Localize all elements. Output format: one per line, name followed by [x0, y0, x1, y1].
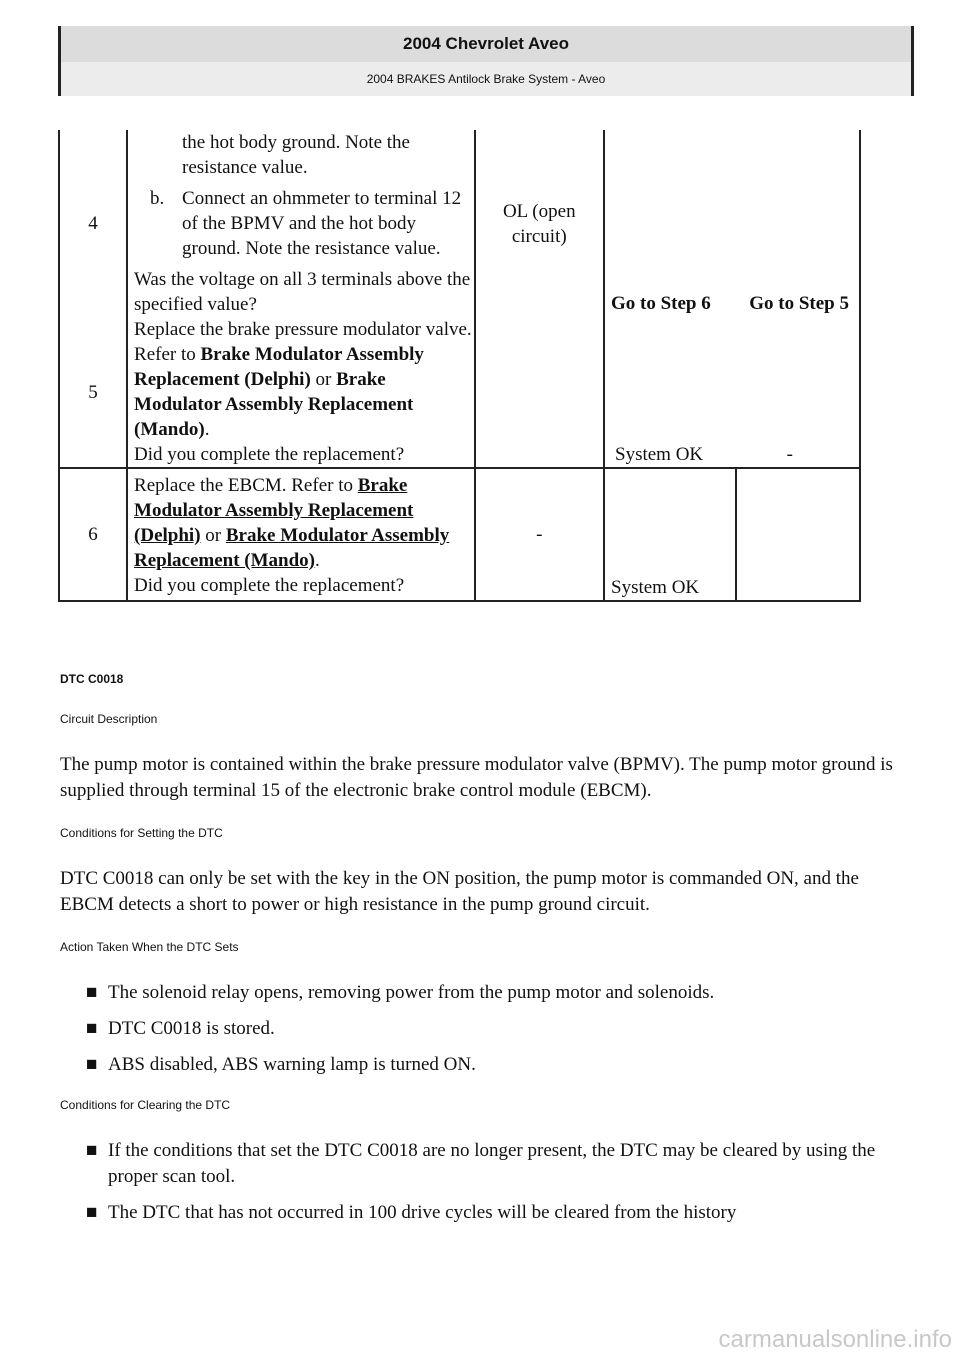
- step-number: 5: [59, 317, 127, 468]
- table-row-step-6: [59, 468, 860, 601]
- header-subtitle: 2004 BRAKES Antilock Brake System - Aveo: [61, 62, 911, 96]
- diagnostic-steps-table: [58, 130, 861, 602]
- dtc-title: DTC C0018: [60, 672, 124, 686]
- instruction-text: or: [200, 525, 226, 546]
- watermark: carmanualsonline.info: [718, 1326, 952, 1353]
- instruction-text: Replace the EBCM. Refer to: [134, 475, 358, 496]
- sub-step-b: [150, 186, 474, 261]
- setting-conditions-heading: Conditions for Setting the DTC: [60, 826, 223, 840]
- no-dash: -: [786, 444, 793, 465]
- list-item: [86, 1016, 910, 1042]
- list-item: [86, 1052, 910, 1078]
- step-action: [127, 130, 475, 317]
- table-row-step-4: [59, 130, 860, 317]
- list-item-text: The solenoid relay opens, removing power from the pump motor and solenoids.: [108, 982, 715, 1003]
- bullet-icon: ■: [86, 1054, 98, 1075]
- step-question: Was the voltage on all 3 terminals above the specified value?: [134, 269, 471, 315]
- sub-step-text: the hot body ground. Note the resistance value.: [182, 132, 410, 178]
- step-no: [736, 468, 860, 601]
- step-number: 4: [59, 130, 127, 317]
- action-taken-list: [60, 980, 910, 1078]
- step-question: Did you complete the replacement?: [134, 575, 405, 596]
- step-value: OL (open circuit): [475, 130, 604, 317]
- brake-modulator-delphi-link[interactable]: Brake Modulator Assembly Replacement (Delphi): [134, 475, 414, 546]
- document-header: [58, 26, 914, 96]
- step-yes: [604, 468, 736, 601]
- system-ok-text: System OK: [615, 444, 704, 465]
- instruction-text: .: [315, 550, 320, 571]
- go-to-step-6-link[interactable]: Go to Step 6: [611, 293, 711, 314]
- step-value: [475, 317, 604, 468]
- step-action: [127, 317, 475, 468]
- step-action: [127, 468, 475, 601]
- list-item: [86, 1138, 910, 1190]
- list-item-text: The DTC that has not occurred in 100 drive cycles will be cleared from the history: [108, 1202, 737, 1223]
- table-row-step-5: [59, 317, 860, 468]
- instruction-text: or: [310, 369, 337, 390]
- setting-conditions-text: DTC C0018 can only be set with the key in the ON position, the pump motor is commanded ON, and the EBCM detects a short to power or high resistance in the pump ground circuit.: [60, 868, 859, 915]
- instruction-text: Replace the brake pressure modulator valve. Refer to: [134, 319, 472, 365]
- step-value: -: [475, 468, 604, 601]
- list-item: [86, 1200, 910, 1226]
- sub-step-a-continued: [178, 130, 474, 180]
- action-taken-heading: Action Taken When the DTC Sets: [60, 940, 239, 954]
- brake-modulator-mando-link[interactable]: Brake Modulator Assembly Replacement (Mando): [134, 369, 414, 440]
- bullet-icon: ■: [86, 1018, 98, 1039]
- step-instruction: [134, 473, 474, 573]
- sub-step-list: [134, 130, 474, 261]
- bullet-icon: ■: [86, 1140, 98, 1161]
- go-to-step-5-link[interactable]: Go to Step 5: [749, 293, 849, 314]
- step-yes-no: [604, 130, 860, 317]
- step-instruction: [134, 317, 474, 442]
- circuit-description-text: The pump motor is contained within the brake pressure modulator valve (BPMV). The pump motor ground is supplied through terminal 15 of the electronic brake control module (EBCM).: [60, 754, 893, 801]
- bullet-icon: ■: [86, 1202, 98, 1223]
- list-item-text: DTC C0018 is stored.: [108, 1018, 275, 1039]
- dtc-section: [60, 672, 910, 1246]
- clearing-conditions-heading: Conditions for Clearing the DTC: [60, 1098, 231, 1112]
- list-item: [86, 980, 910, 1006]
- bullet-icon: ■: [86, 982, 98, 1003]
- brake-modulator-delphi-link[interactable]: Brake Modulator Assembly Replacement (Delphi): [134, 344, 424, 390]
- system-ok-text: System OK: [611, 577, 700, 598]
- step-question: Did you complete the replacement?: [134, 444, 405, 465]
- sub-step-text: Connect an ohmmeter to terminal 12 of the BPMV and the hot body ground. Note the resistance value.: [182, 188, 462, 259]
- brake-modulator-mando-link[interactable]: Brake Modulator Assembly Replacement (Mando): [134, 525, 450, 571]
- instruction-text: .: [204, 419, 210, 440]
- list-item-text: If the conditions that set the DTC C0018 are no longer present, the DTC may be cleared by using the proper scan tool.: [108, 1140, 876, 1187]
- clearing-conditions-list: [60, 1138, 910, 1226]
- step-yes-no: [604, 317, 860, 468]
- header-title: 2004 Chevrolet Aveo: [61, 26, 911, 62]
- sub-step-number: b.: [150, 188, 165, 209]
- list-item-text: ABS disabled, ABS warning lamp is turned ON.: [108, 1054, 476, 1075]
- step-number: 6: [59, 468, 127, 601]
- circuit-description-heading: Circuit Description: [60, 712, 158, 726]
